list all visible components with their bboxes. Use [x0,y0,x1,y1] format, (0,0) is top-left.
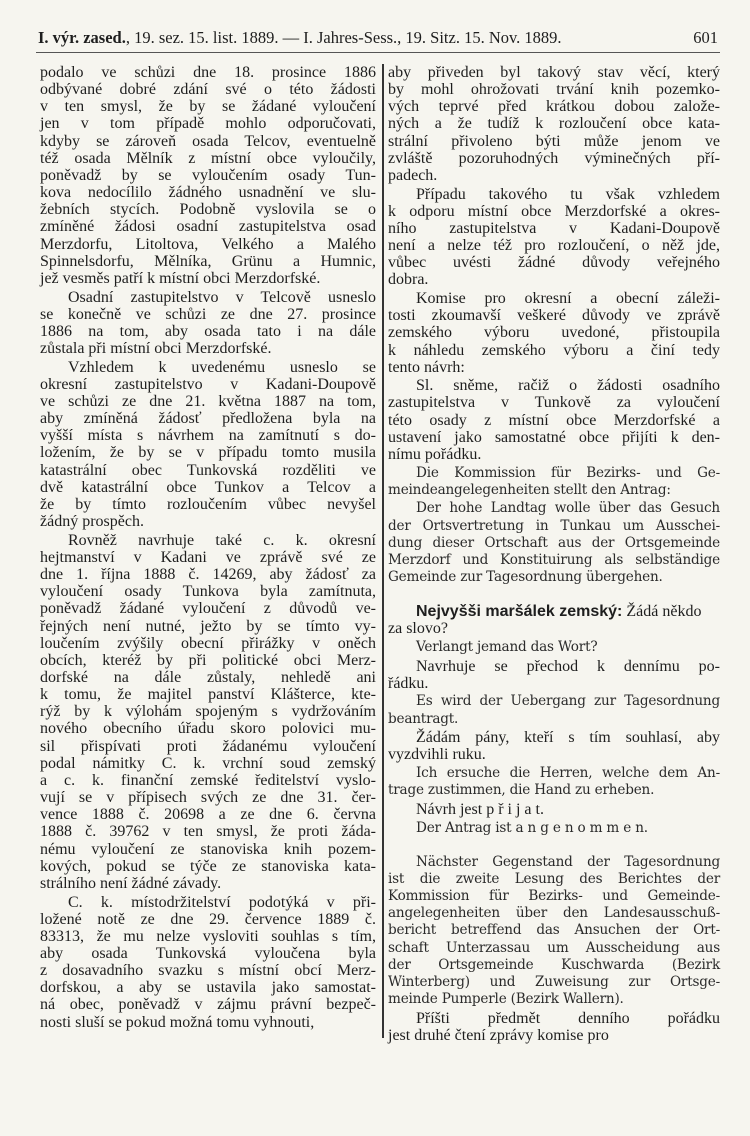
text-line: nového obecního úřadu skoro polovici mu- [40,720,376,738]
text-line: Ich ersuche die Herren, welche dem An- [416,765,720,782]
paragraph [40,894,376,1031]
text-line: ist die zweite Lesung des Berichtes der [388,870,720,887]
text-line: zemského výboru uvedoné, přistoupila [388,324,720,342]
text-line: ve schůzi ze dne 21. května 1887 na tom, [40,392,376,410]
text-line: strálního není žádné závady. [40,874,222,892]
text-line: okresní zastupitelstvo v Kadani-Doupově [40,375,376,393]
text-line: Merzdorfu, Litoltova, Velkého a Malého [40,235,376,253]
text-line: odbývané dobré zdání své o této žádosti [40,81,376,99]
header-rule [36,52,720,53]
text-line: Osadní zastupitelstvo v Telcově usneslo [68,288,376,306]
text-line: dvě katastrální obce Tunkov a Telcov a [40,478,376,496]
paragraph [388,603,720,637]
text-line: Případu takového tu však vzhledem [416,185,720,203]
text-line: by mohl ohrožovati trvání knih pozemko- [388,81,720,99]
text-line: ložením, že by se v případu tomto musila [40,444,376,462]
header-sitting-info [38,28,562,48]
paragraph [388,64,720,184]
text-line: ustavení jako samostatné obce přijíti k den- [388,428,720,446]
text-line: Winterberg) und Zuweisung zur Ortsge- [388,973,720,990]
text-line: jest druhé čtení zprávy komise pro [388,1026,609,1044]
header-czech-prefix: I. výr. zased. [38,28,126,47]
paragraph [388,639,720,656]
paragraph [388,186,720,289]
text-line: Návrh jest p ř i j a t. [416,800,544,818]
paragraph [388,693,720,727]
paragraph [388,465,720,499]
paragraph [388,820,720,837]
text-line: 1888 č. 39762 v ten smysl, že proti žáda- [40,823,376,841]
text-line: bericht betreffend das Ansuchen der Ort- [388,922,720,939]
text-line: vých teprvé před krátkou dobou založe- [388,98,720,116]
text-line: žebních stycích. Podobně vyslovila se o [40,201,376,219]
text-line: aby přiveden byl takový stav věcí, který [388,64,720,81]
paragraph [40,359,376,531]
paragraph [388,729,720,763]
speaker-name: Nejvyšši maršálek zemský: [416,603,623,621]
text-line: z dosavadního svazku s místní obcí Merz- [40,962,376,980]
text-line: Navrhuje se přechod k dennímu po- [416,657,720,675]
text-line: dorfské na dále zůstaly, nehledě ani [40,668,376,686]
text-line: aby osada Tunkovská vyloučena byla [40,944,376,962]
paragraph [388,801,720,818]
text-line: ných a že tudíž k rozloučení obce kata- [388,115,720,133]
paragraph [388,290,720,376]
text-line: zvláště pozoruhodných výminečných pří- [388,149,720,167]
running-header [38,28,718,50]
text-line: vence 1888 č. 20698 a ze dne 6. června [40,806,376,824]
text-line: dorfskou, a aby se ustavila jako samostat- [40,979,376,997]
text-line: vůbec uvésti žádné důvody veřejného [388,254,720,272]
text-line: Komise pro okresní a obecní záleži- [416,290,720,308]
text-line: dung dieser Ortschaft aus der Ortsgemeinde [388,534,720,551]
text-line: vují se v přípisech svých ze dne 31. čer- [40,789,376,807]
text-line: C. k. místodržitelství podotýká v při- [68,893,376,911]
paragraph [388,377,720,463]
text-line: meindeangelegenheiten stellt den Antrag: [388,481,671,498]
paragraph [388,1010,720,1044]
text-line: Vzhledem k uvedenému usneslo se [68,358,376,376]
paragraph [40,289,376,358]
text-line: se konečně ve schůzi ze dne 27. prosince [40,305,376,323]
text-line: ná obec, poněvadž v zájmu právní bezpeč- [40,996,376,1014]
text-line: v ten smysl, že by se žádané vyloučení [40,98,376,116]
paragraph [388,854,720,1008]
text-line: Gemeinde zur Tagesordnung übergehen. [388,569,663,586]
text-line: kových, pokud se týče ze stanoviska kata- [40,857,376,875]
text-line: trage zustimmen, die Hand zu erheben. [388,782,655,799]
text-line: Rovněž navrhuje také c. k. okresní [68,531,376,549]
text-line: padech. [388,166,438,184]
text-line: zůstala při místní obci Merzdorfské. [40,340,272,357]
text-line: podal námitky C. k. vrchní soud zemský [40,754,376,772]
text-line: katastrální obec Tunkovská rozděliti ve [40,461,376,479]
text-line: Nächster Gegenstand der Tagesordnung [416,853,720,870]
text-line: beantragt. [388,710,459,727]
text-line: 83313, že mu nelze vysloviti souhlas s tím, [40,927,376,945]
text-line: a c. k. finanční zemské ředitelství vyslo- [40,771,376,789]
paragraph [388,658,720,692]
text-line: sil přispívati proti žádanému vyloučení [40,737,376,755]
right-column [388,64,720,1045]
page-number: 601 [693,28,718,47]
text-line: řejných není nutné, ježto by se tímto vy- [40,617,376,635]
paragraph [388,500,720,586]
text-line: žádný prospěch. [40,513,144,531]
text-line: k odporu místní obce Merzdorfské a okres- [388,202,720,220]
text-line: kdyby se zároveň osada Telcov, eventuelně [40,132,376,150]
text-line: této osady z místní obce Merzdorfské a [388,411,720,429]
text-line: není a nelze též pro rozloučení, o něž jde, [388,237,720,255]
text-line: že by tímto rozloučením vůbec nevyšel [40,495,376,513]
text-line: Die Kommission für Bezirks- und Ge- [416,464,720,481]
text-line: za slovo? [388,620,448,638]
text-line: meinde Pumperle (Bezirk Wallern). [388,990,624,1007]
text-line: zastupitelstva v Tunkově za vyloučení [388,394,720,412]
speech-text: Žádá někdo [622,603,702,621]
text-line: ložené notě ze dne 29. července 1889 č. [40,910,376,928]
text-line: Spinnelsdorfu, Mělníka, Grünu a Humnic, [40,252,376,270]
text-line: strální přivoleno býti může jenom ve [388,132,720,150]
text-line: der Ortsvertretung in Tunkau um Ausschei- [388,517,720,534]
text-line: Sl. sněme, račiž o žádosti osadního [416,377,720,395]
text-line: rýž by k výlohám spojeným s vydržováním [40,703,376,721]
text-line: poněvadž žádané vyloučení z důvodů ve- [40,600,376,618]
text-line: poněvadž by se vyloučením osady Tun- [40,166,376,184]
text-line: 1886 na tom, aby osada tato i na dále [40,322,376,340]
text-line: angelegenheiten über den Landesausschuß- [388,905,720,922]
text-line: Der hohe Landtag wolle über das Gesuch [416,500,720,517]
header-session-dates: , 19. sez. 15. list. 1889. — I. Jahres-Sess., 19. Sitz. 15. Nov. 1889. [125,28,562,47]
text-line [388,603,720,620]
text-line: nosti sluší se pokud možná tomu vyhnouti, [40,1013,315,1031]
text-line: kova nedocílilo žádného usnadnění ve slu- [40,184,376,202]
text-line: der Ortsgemeinde Kuschwarda (Bezirk [388,956,720,973]
text-line: vyloučení osady Tunkova byla zamítnuta, [40,583,376,601]
paragraph [40,532,376,892]
text-line: jež vesměs patří k místní obci Merzdorfské. [40,269,321,287]
text-line: vyzdvihli ruku. [388,746,486,764]
paragraph [40,64,376,287]
text-line: Žádám pány, kteří s tím souhlasí, aby [416,729,720,747]
text-line: nému vyloučení ze stanoviska knih pozem- [40,840,376,858]
text-line: Kommission für Bezirks- und Gemeinde- [388,888,720,905]
text-line: též osada Mělník z místní obce vyloučily, [40,149,376,167]
text-line: řádku. [388,674,429,692]
text-line: schaft Unterzassau um Ausscheidung aus [388,939,720,956]
text-line: k náhledu zemského výboru a činí tedy [388,341,720,359]
text-line: ního zastupitelstva v Kadani-Doupově [388,219,720,237]
text-line: dne 1. října 1888 č. 14269, aby žádosť za [40,566,376,584]
text-line: Der Antrag ist a n g e n o m m e n. [416,819,648,836]
text-line: loučením zvýšily obecní přirážky v oněch [40,634,376,652]
text-line: tento návrh: [388,358,465,376]
text-line: obcích, kteréž by při politické obci Merz- [40,651,376,669]
text-line: jen v tom případě mohlo odporučovati, [40,115,376,133]
text-line: nímu pořádku. [388,445,482,463]
text-line: podalo ve schůzi dne 18. prosince 1886 [40,64,376,81]
text-line: zmíněné žádosi osadní zastupitelstva osad [40,218,376,236]
left-column [40,64,376,1032]
text-line: tosti zkoumavší veškeré důvody ve zprávě [388,307,720,325]
text-line: vyšší místa s návrhem na zamítnutí s do- [40,427,376,445]
text-line: dobra. [388,271,429,289]
text-line: k tomu, že majitel panství Klášterce, kte- [40,686,376,704]
text-line: Es wird der Uebergang zur Tagesordnung [416,693,720,710]
text-line: Merzdorf und Konstituirung als selbständige [388,551,720,568]
text-line: aby zmíněná žádosť předložena byla na [40,410,376,428]
text-line: Příšti předmět denního pořádku [416,1009,720,1027]
text-line: Verlangt jemand das Wort? [416,639,598,655]
column-divider [382,64,384,1038]
text-line: hejtmanství v Kadani ve zprávě své ze [40,548,376,566]
paragraph [388,765,720,799]
